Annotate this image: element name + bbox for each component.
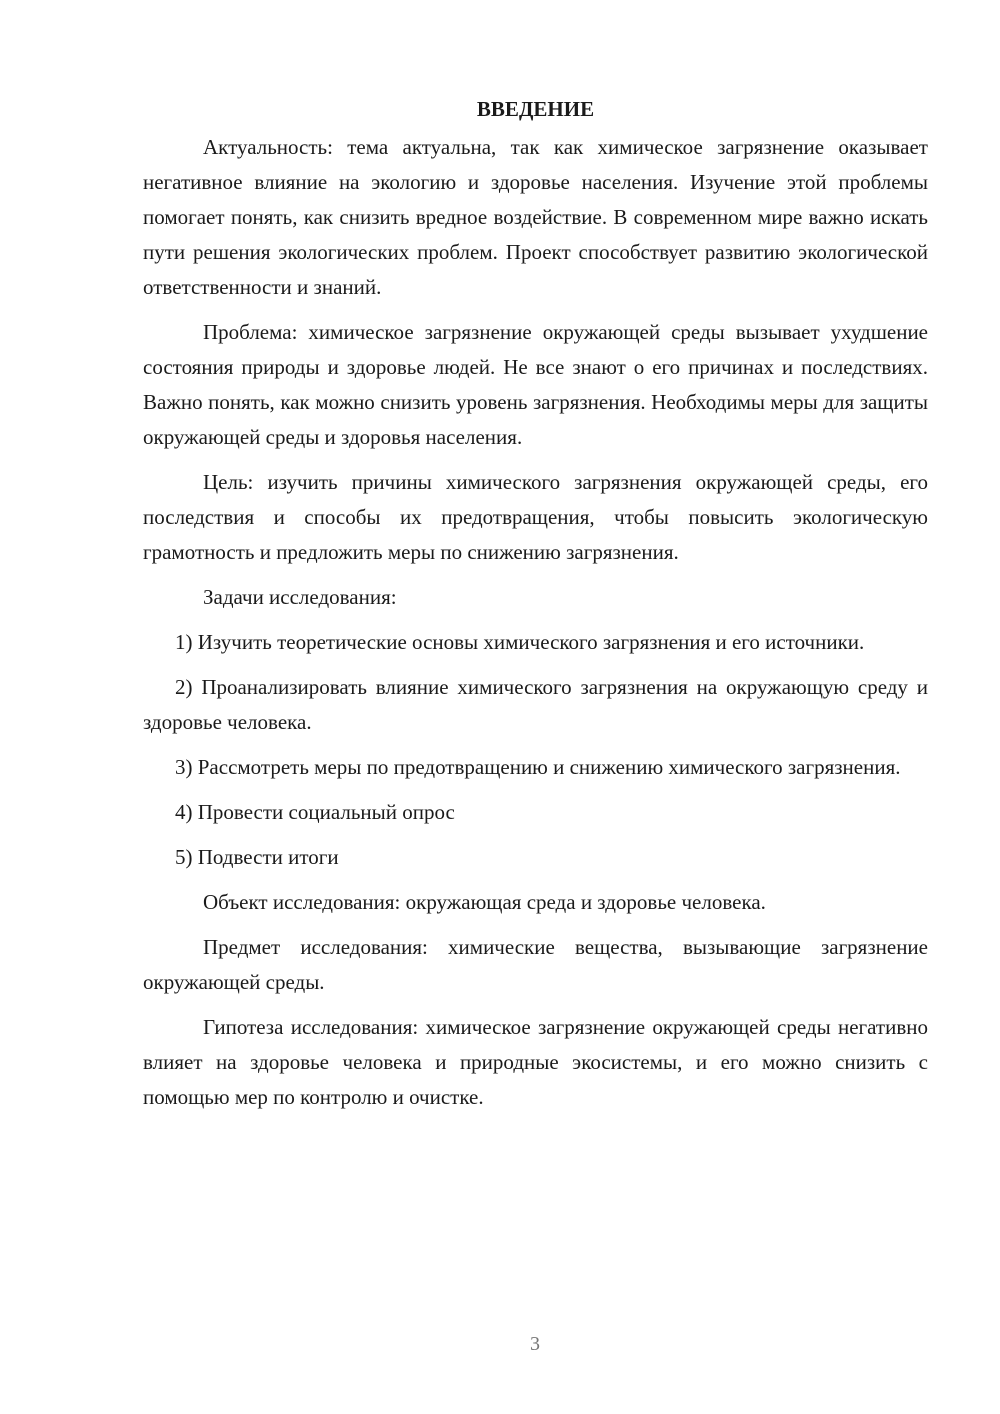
task-item-2: 2) Проанализировать влияние химического загрязнения на окружающую среду и здоровье человека. bbox=[143, 675, 928, 734]
task-item-4: 4) Провести социальный опрос bbox=[175, 800, 455, 824]
task-item-5: 5) Подвести итоги bbox=[175, 845, 339, 869]
hypothesis-paragraph: Гипотеза исследования: химическое загрязнение окружающей среды негативно влияет на здоровье человека и природные экосистемы, и его можно снизить с помощью мер по контролю и очистке. bbox=[143, 1015, 928, 1109]
object-paragraph: Объект исследования: окружающая среда и здоровье человека. bbox=[203, 890, 766, 914]
subject-paragraph: Предмет исследования: химические вещества, вызывающие загрязнение окружающей среды. bbox=[143, 935, 928, 994]
page-number: 3 bbox=[530, 1333, 540, 1355]
relevance-paragraph: Актуальность: тема актуальна, так как химическое загрязнение оказывает негативное влияние на экологию и здоровье населения. Изучение этой проблемы помогает понять, как снизить вредное воздействие. В современном мире важно искать пути решения экологических проблем. Проект способствует развитию экологической ответственности и знаний. bbox=[143, 135, 928, 299]
section-title: ВВЕДЕНИЕ bbox=[476, 97, 595, 121]
tasks-heading: Задачи исследования: bbox=[203, 585, 397, 609]
document-page bbox=[143, 92, 928, 1115]
task-item-1: 1) Изучить теоретические основы химического загрязнения и его источники. bbox=[175, 630, 865, 654]
task-item-3: 3) Рассмотреть меры по предотвращению и снижению химического загрязнения. bbox=[175, 755, 901, 779]
problem-paragraph: Проблема: химическое загрязнение окружающей среды вызывает ухудшение состояния природы и здоровье людей. Не все знают о его причинах и последствиях. Важно понять, как можно снизить уровень загрязнения. Необходимы меры для защиты окружающей среды и здоровья населения. bbox=[143, 320, 928, 449]
goal-paragraph: Цель: изучить причины химического загрязнения окружающей среды, его последствия и способы их предотвращения, чтобы повысить экологическую грамотность и предложить меры по снижению загрязнения. bbox=[143, 470, 928, 564]
